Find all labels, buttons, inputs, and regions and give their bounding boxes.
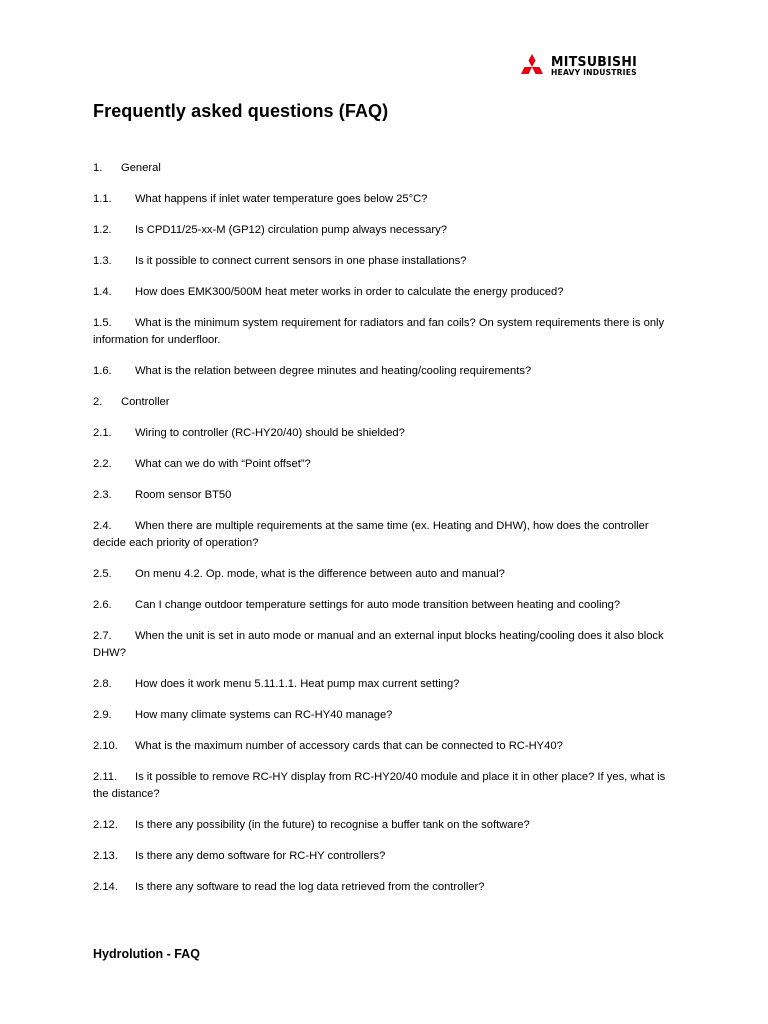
logo-brand-name: MITSUBISHI — [551, 53, 638, 70]
faq-question — [93, 191, 673, 208]
faq-text: Is there any software to read the log data retrieved from the controller? — [135, 881, 485, 893]
mitsubishi-logo — [516, 53, 668, 81]
faq-number: 1.2. — [93, 224, 112, 236]
faq-question — [93, 518, 673, 552]
faq-text: How many climate systems can RC-HY40 manage? — [135, 709, 393, 721]
faq-text: Room sensor BT50 — [135, 489, 232, 501]
faq-question — [93, 456, 673, 473]
faq-question — [93, 597, 673, 614]
faq-text: General — [121, 162, 161, 174]
faq-text: What is the maximum number of accessory cards that can be connected to RC-HY40? — [135, 740, 563, 752]
faq-number: 2.14. — [93, 881, 118, 893]
faq-question — [93, 487, 673, 504]
faq-number: 2.3. — [93, 489, 112, 501]
faq-question — [93, 284, 673, 301]
faq-question — [93, 738, 673, 755]
faq-question — [93, 253, 673, 270]
faq-number: 2.1. — [93, 427, 112, 439]
faq-number: 1.4. — [93, 286, 112, 298]
faq-question — [93, 315, 673, 349]
faq-text: Can I change outdoor temperature settings for auto mode transition between heating and cooling? — [135, 599, 621, 611]
faq-question — [93, 817, 673, 834]
faq-number: 1.3. — [93, 255, 112, 267]
faq-text: What is the minimum system requirement for radiators and fan coils? On system requirements there is only information for underfloor. — [93, 317, 665, 346]
faq-question — [93, 628, 673, 662]
faq-number: 2.8. — [93, 678, 112, 690]
three-diamonds-icon — [516, 54, 548, 81]
faq-number: 2.6. — [93, 599, 112, 611]
faq-text: Is there any demo software for RC-HY controllers? — [135, 850, 386, 862]
faq-list — [93, 160, 673, 910]
faq-number: 1.6. — [93, 365, 112, 377]
faq-text: Is it possible to connect current sensors in one phase installations? — [135, 255, 467, 267]
faq-question — [93, 363, 673, 380]
faq-number: 2.5. — [93, 568, 112, 580]
faq-number: 2.7. — [93, 630, 112, 642]
faq-number: 2.13. — [93, 850, 118, 862]
faq-question — [93, 222, 673, 239]
faq-text: Is CPD11/25-xx-M (GP12) circulation pump always necessary? — [135, 224, 447, 236]
faq-text: What happens if inlet water temperature goes below 25°C? — [135, 193, 428, 205]
faq-text: How does EMK300/500M heat meter works in order to calculate the energy produced? — [135, 286, 564, 298]
faq-question — [93, 879, 673, 896]
faq-text: What is the relation between degree minutes and heating/cooling requirements? — [135, 365, 532, 377]
faq-number: 1.1. — [93, 193, 112, 205]
faq-number: 1. — [93, 162, 103, 174]
faq-number: 2. — [93, 396, 103, 408]
page-footer: Hydrolution - FAQ — [93, 947, 200, 961]
page-title: Frequently asked questions (FAQ) — [93, 101, 389, 121]
faq-section-heading — [93, 394, 673, 411]
faq-text: Controller — [121, 396, 170, 408]
faq-number: 2.11. — [93, 771, 118, 783]
faq-number: 2.2. — [93, 458, 112, 470]
faq-question — [93, 425, 673, 442]
faq-question — [93, 707, 673, 724]
faq-number: 2.10. — [93, 740, 118, 752]
faq-text: When the unit is set in auto mode or manual and an external input blocks heating/cooling does it also block DHW? — [93, 630, 664, 659]
faq-question — [93, 676, 673, 693]
faq-number: 2.12. — [93, 819, 118, 831]
faq-text: What can we do with “Point offset”? — [135, 458, 311, 470]
faq-number: 2.9. — [93, 709, 112, 721]
faq-text: Wiring to controller (RC-HY20/40) should be shielded? — [135, 427, 405, 439]
faq-question — [93, 848, 673, 865]
faq-question — [93, 769, 673, 803]
faq-number: 1.5. — [93, 317, 112, 329]
faq-section-heading — [93, 160, 673, 177]
faq-number: 2.4. — [93, 520, 112, 532]
faq-text: When there are multiple requirements at the same time (ex. Heating and DHW), how does the controller decide each priority of operation? — [93, 520, 649, 549]
faq-text: Is it possible to remove RC-HY display from RC-HY20/40 module and place it in other place? If yes, what is the distance? — [93, 771, 666, 800]
logo-brand-subtitle: HEAVY INDUSTRIES — [551, 68, 637, 77]
faq-text: Is there any possibility (in the future) to recognise a buffer tank on the software? — [135, 819, 530, 831]
faq-text: On menu 4.2. Op. mode, what is the difference between auto and manual? — [135, 568, 505, 580]
faq-question — [93, 566, 673, 583]
faq-text: How does it work menu 5.11.1.1. Heat pump max current setting? — [135, 678, 460, 690]
